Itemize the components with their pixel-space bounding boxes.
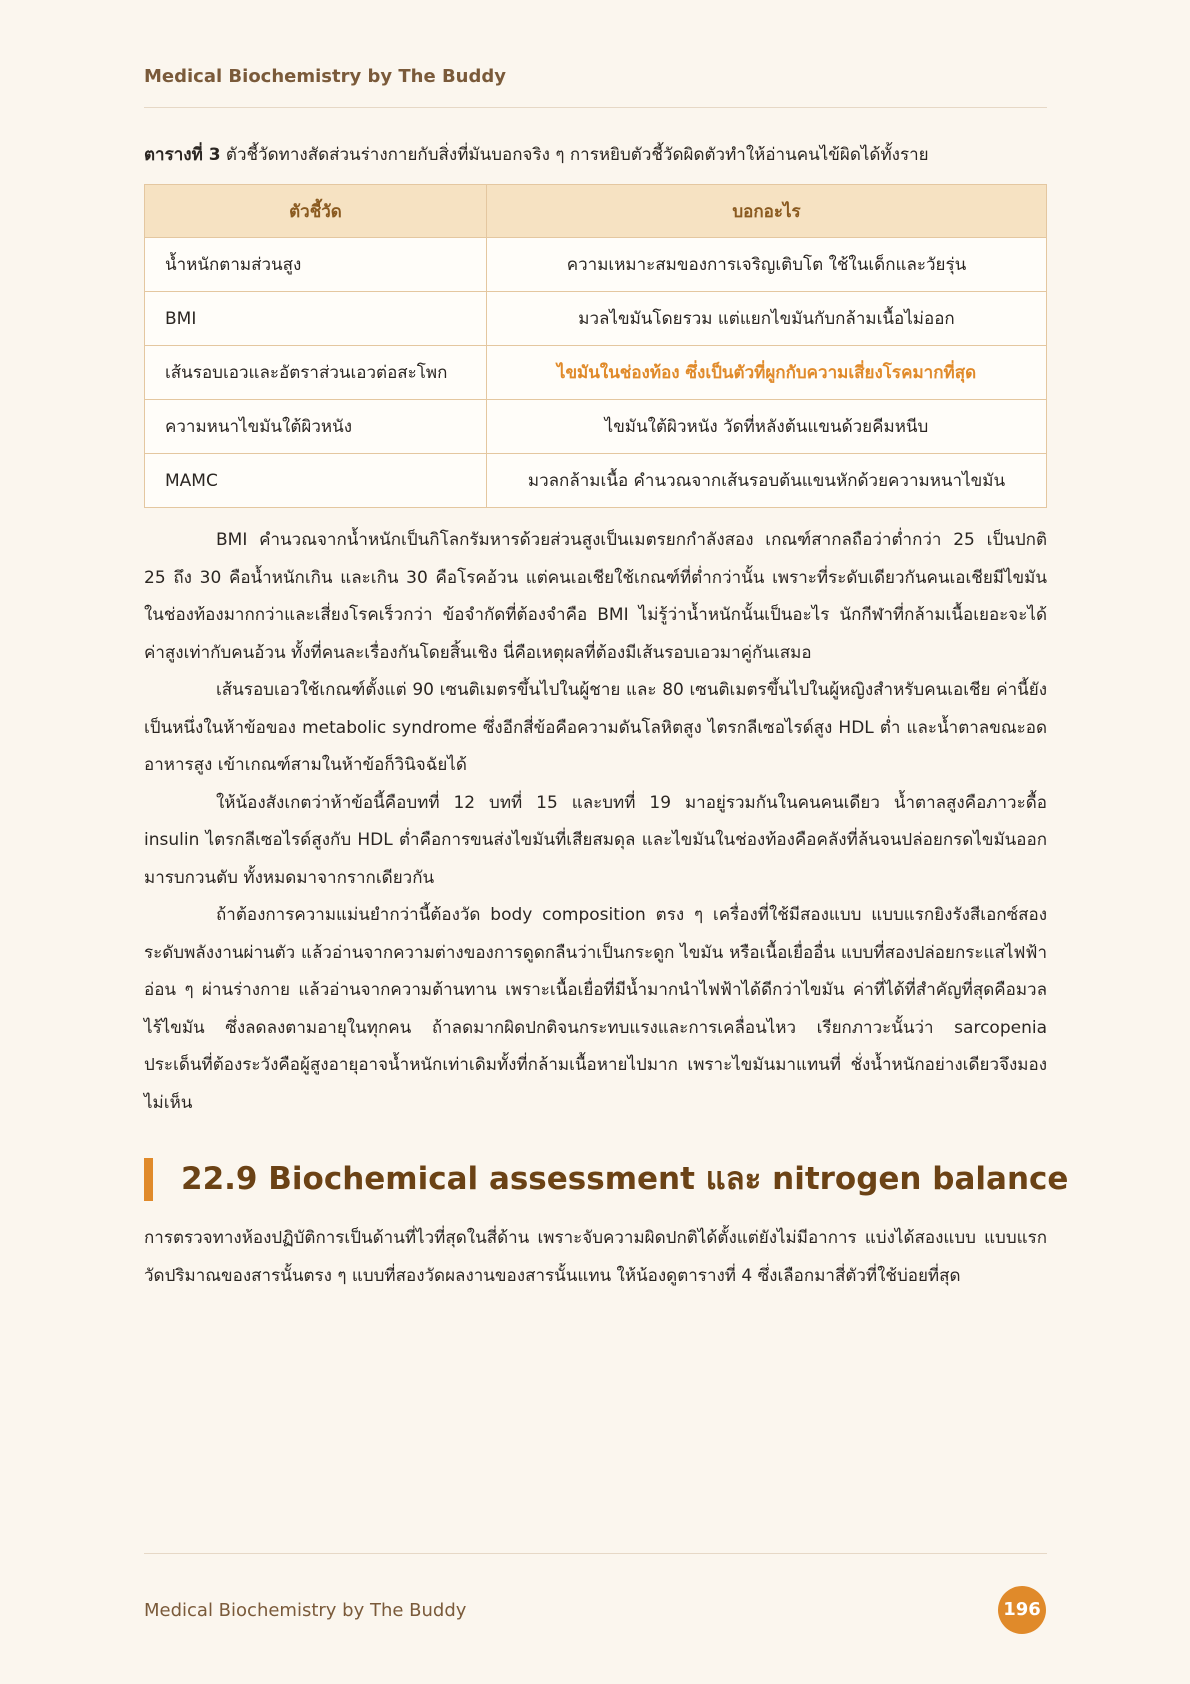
table-header-row (145, 185, 1047, 238)
section-accent-bar (144, 1158, 153, 1201)
running-footer: Medical Biochemistry by The Buddy (144, 1600, 467, 1621)
paragraph-body-composition: ถ้าต้องการความแม่นยำกว่านี้ต้องวัด body composition ตรง ๆ เครื่องที่ใช้มีสองแบบ แบบแรกยิงรังสีเอกซ์สองระดับพลังงานผ่านตัว แล้วอ่านจากความต่างของการดูดกลืนว่าเป็นกระดูก ไขมัน หรือเนื้อเยื่ออื่น แบบที่สองปล่อยกระแสไฟฟ้าอ่อน ๆ ผ่านร่างกาย แล้วอ่านจากความต้านทาน เพราะเนื้อเยื่อที่มีน้ำมากนำไฟฟ้าได้ดีกว่าไขมัน ค่าที่ได้ที่สำคัญที่สุดคือมวลไร้ไขมัน ซึ่งลดลงตามอายุในทุกคน ถ้าลดมากผิดปกติจนกระทบแรงและการเคลื่อนไหว เรียกภาวะนั้นว่า sarcopenia ประเด็นที่ต้องระวังคือผู้สูงอายุอาจน้ำหนักเท่าเดิมทั้งที่กล้ามเนื้อหายไปมาก เพราะไขมันมาแทนที่ ชั่งน้ำหนักอย่างเดียวจึงมองไม่เห็น (144, 905, 1047, 1113)
table-row (145, 400, 1047, 454)
paragraph-biochemical: การตรวจทางห้องปฏิบัติการเป็นด้านที่ไวที่สุดในสี่ด้าน เพราะจับความผิดปกติได้ตั้งแต่ยังไม่มีอาการ แบ่งได้สองแบบ แบบแรกวัดปริมาณของสารนั้นตรง ๆ แบบที่สองวัดผลงานของสารนั้นแทน ให้น้องดูตารางที่ 4 ซึ่งเลือกมาสี่ตัวที่ใช้บ่อยที่สุด (144, 1228, 1047, 1286)
footer-divider (144, 1553, 1047, 1554)
running-header: Medical Biochemistry by The Buddy (144, 66, 506, 87)
column-header-indicator: ตัวชี้วัด (145, 185, 487, 238)
section-heading: 22.9 Biochemical assessment และ nitrogen balance (181, 1161, 1069, 1197)
table-row (145, 292, 1047, 346)
meaning-cell: มวลกล้ามเนื้อ คำนวณจากเส้นรอบต้นแขนหักด้วยความหนาไขมัน (487, 454, 1047, 508)
indicator-table (144, 184, 1047, 508)
paragraph-bmi: BMI คำนวณจากน้ำหนักเป็นกิโลกรัมหารด้วยส่วนสูงเป็นเมตรยกกำลังสอง เกณฑ์สากลถือว่าต่ำกว่า 25 เป็นปกติ 25 ถึง 30 คือน้ำหนักเกิน และเกิน 30 คือโรคอ้วน แต่คนเอเชียใช้เกณฑ์ที่ต่ำกว่านั้น เพราะที่ระดับเดียวกันคนเอเชียมีไขมันในช่องท้องมากกว่าและเสี่ยงโรคเร็วกว่า ข้อจำกัดที่ต้องจำคือ BMI ไม่รู้ว่าน้ำหนักนั้นเป็นอะไร นักกีฬาที่กล้ามเนื้อเยอะจะได้ค่าสูงเท่ากับคนอ้วน ทั้งที่คนละเรื่องกันโดยสิ้นเชิง นี่คือเหตุผลที่ต้องมีเส้นรอบเอวมาคู่กันเสมอ (144, 530, 1047, 663)
indicator-cell: MAMC (145, 454, 487, 508)
table-caption-text: ตัวชี้วัดทางสัดส่วนร่างกายกับสิ่งที่มันบอกจริง ๆ การหยิบตัวชี้วัดผิดตัวทำให้อ่านคนไข้ผิดได้ทั้งราย (220, 145, 929, 165)
table-row (145, 454, 1047, 508)
table-row-highlighted (145, 346, 1047, 400)
meaning-cell: ไขมันใต้ผิวหนัง วัดที่หลังต้นแขนด้วยคีมหนีบ (487, 400, 1047, 454)
paragraph-metabolic: ให้น้องสังเกตว่าห้าข้อนี้คือบทที่ 12 บทที่ 15 และบทที่ 19 มาอยู่รวมกันในคนคนเดียว น้ำตาลสูงคือภาวะดื้อ insulin ไตรกลีเซอไรด์สูงกับ HDL ต่ำคือการขนส่งไขมันที่เสียสมดุล และไขมันในช่องท้องคือคลังที่ล้นจนปล่อยกรดไขมันออกมารบกวนตับ ทั้งหมดมาจากรากเดียวกัน (144, 792, 1047, 888)
body-text (144, 522, 1047, 1122)
paragraph-waist: เส้นรอบเอวใช้เกณฑ์ตั้งแต่ 90 เซนติเมตรขึ้นไปในผู้ชาย และ 80 เซนติเมตรขึ้นไปในผู้หญิงสำหรับคนเอเชีย ค่านี้ยังเป็นหนึ่งในห้าข้อของ metabolic syndrome ซึ่งอีกสี่ข้อคือความดันโลหิตสูง ไตรกลีเซอไรด์สูง HDL ต่ำ และน้ำตาลขณะอดอาหารสูง เข้าเกณฑ์สามในห้าข้อก็วินิจฉัยได้ (144, 680, 1047, 775)
header-divider (144, 107, 1047, 108)
indicator-cell: เส้นรอบเอวและอัตราส่วนเอวต่อสะโพก (145, 346, 487, 400)
indicator-cell: น้ำหนักตามส่วนสูง (145, 238, 487, 292)
table-caption (144, 143, 1047, 167)
column-header-meaning: บอกอะไร (487, 185, 1047, 238)
meaning-cell: มวลไขมันโดยรวม แต่แยกไขมันกับกล้ามเนื้อไม่ออก (487, 292, 1047, 346)
meaning-cell: ความเหมาะสมของการเจริญเติบโต ใช้ในเด็กและวัยรุ่น (487, 238, 1047, 292)
section-body (144, 1220, 1047, 1295)
table-caption-label: ตารางที่ 3 (144, 145, 221, 165)
indicator-cell: ความหนาไขมันใต้ผิวหนัง (145, 400, 487, 454)
indicator-cell: BMI (145, 292, 487, 346)
meaning-cell-highlighted: ไขมันในช่องท้อง ซึ่งเป็นตัวที่ผูกกับความเสี่ยงโรคมากที่สุด (487, 346, 1047, 400)
page-number-badge: 196 (998, 1586, 1046, 1634)
table-row (145, 238, 1047, 292)
